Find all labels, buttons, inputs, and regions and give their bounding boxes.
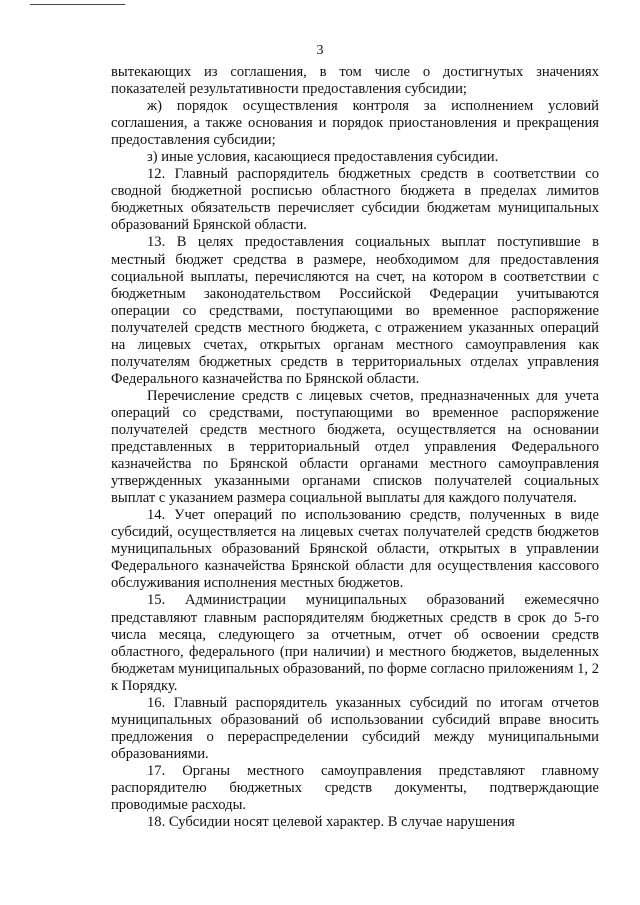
paragraph-item-z: з) иные условия, касающиеся предоставления субсидии. — [147, 149, 499, 166]
paragraph-16: 16. Главный распорядитель указанных субсидий по итогам отчетов муниципальных образований об использовании субсидий вправе вносить предложения о перераспределении субсидий между муниципальными образованиями. — [111, 694, 599, 762]
paragraph-13-continued: Перечисление средств с лицевых счетов, предназначенных для учета операций со средствами, поступающими во временное распоряжение получателей средств местного бюджета, осуществляется на основании представленных в территориальный отдел управления Федерального казначейства по Брянской области органами местного самоуправления утвержденных указанными органами списков получателей социальных выплат с указанием размера социальной выплаты для каждого получателя. — [111, 387, 599, 507]
paragraph-12: 12. Главный распорядитель бюджетных средств в соответствии со сводной бюджетной росписью областного бюджета в пределах лимитов бюджетных обязательств перечисляет субсидии бюджетам муниципальных образований Брянской области. — [111, 166, 599, 234]
paragraph-15: 15. Администрации муниципальных образований ежемесячно представляют главным распорядителям бюджетных средств в срок до 5-го числа месяца, следующего за отчетным, отчет об освоении средств областного, федерального (при наличии) и местного бюджетов, выделенных бюджетам муниципальных образований, по форме согласно приложениям 1, 2 к Порядку. — [111, 592, 599, 694]
paragraph-continuation: вытекающих из соглашения, в том числе о достигнутых значениях показателей результативности предоставления субсидии; — [111, 64, 599, 98]
paragraph-18: 18. Субсидии носят целевой характер. В случае нарушения — [147, 814, 515, 831]
paragraph-item-zh: ж) порядок осуществления контроля за исполнением условий соглашения, а также основания и порядок приостановления и прекращения предоставления субсидии; — [111, 98, 599, 149]
paragraph-17: 17. Органы местного самоуправления представляют главному распорядителю бюджетных средств документы, подтверждающие проводимые расходы. — [111, 762, 599, 814]
page-number: 3 — [316, 43, 324, 58]
document-body — [111, 64, 599, 831]
header-rule — [30, 4, 125, 5]
paragraph-14: 14. Учет операций по использованию средств, полученных в виде субсидий, осуществляется на лицевых счетах получателей средств бюджетов муниципальных образований Брянской области, открытых в управлении Федерального казначейства Брянской области для осуществления кассового обслуживания исполнения местных бюджетов. — [111, 507, 599, 592]
paragraph-13: 13. В целях предоставления социальных выплат поступившие в местный бюджет средства в размере, необходимом для предоставления социальной выплаты, перечисляются на счет, на котором в соответствии с бюджетным законодательством Российской Федерации учитываются операции со средствами, поступающими во временное распоряжение получателей средств местного бюджета, с отражением указанных операций на лицевых счетах, открытых органам местного самоуправления как получателям бюджетных средств в территориальных отделах управления Федерального казначейства по Брянской области. — [111, 234, 599, 387]
